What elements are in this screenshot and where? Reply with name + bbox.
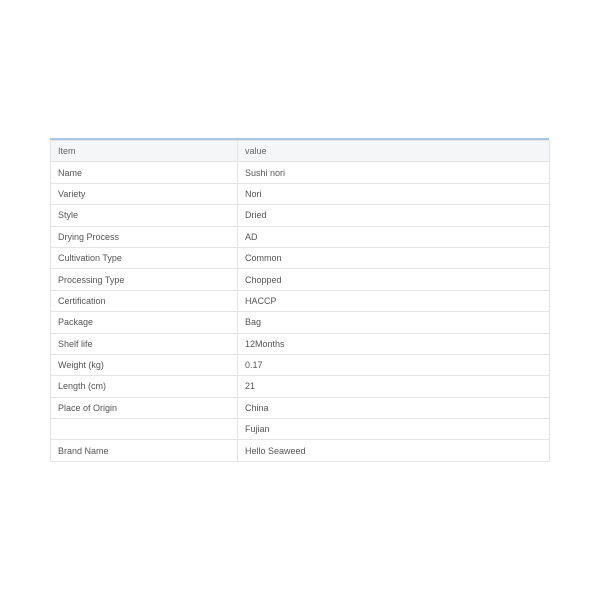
row-value: Nori [238,183,550,204]
row-value: 0.17 [238,354,550,375]
product-specs-table [50,140,550,462]
row-label [51,419,238,440]
row-label: Package [51,312,238,333]
row-label: Shelf life [51,333,238,354]
row-value: 21 [238,376,550,397]
row-label: Name [51,162,238,183]
row-value: AD [238,226,550,247]
row-value: Sushi nori [238,162,550,183]
row-value: Bag [238,312,550,333]
row-label: Variety [51,183,238,204]
row-label: Weight (kg) [51,354,238,375]
row-label: Style [51,205,238,226]
product-specs-table-container [50,138,549,462]
table-row [51,419,550,440]
table-row [51,205,550,226]
row-label: Cultivation Type [51,247,238,268]
row-label: Place of Origin [51,397,238,418]
row-value: Common [238,247,550,268]
row-value: China [238,397,550,418]
row-label: Length (cm) [51,376,238,397]
row-label: Brand Name [51,440,238,461]
table-row [51,183,550,204]
row-value: 12Months [238,333,550,354]
table-header-row [51,141,550,162]
row-label: Drying Process [51,226,238,247]
table-row [51,354,550,375]
row-label: Certification [51,290,238,311]
column-header-value: value [238,141,550,162]
row-label: Processing Type [51,269,238,290]
table-row [51,226,550,247]
table-row [51,376,550,397]
table-row [51,247,550,268]
row-value: Hello Seaweed [238,440,550,461]
row-value: Fujian [238,419,550,440]
table-row [51,290,550,311]
table-row [51,312,550,333]
row-value: Dried [238,205,550,226]
column-header-item: Item [51,141,238,162]
table-row [51,333,550,354]
table-row [51,162,550,183]
table-row [51,397,550,418]
row-value: HACCP [238,290,550,311]
row-value: Chopped [238,269,550,290]
table-row [51,440,550,461]
table-row [51,269,550,290]
